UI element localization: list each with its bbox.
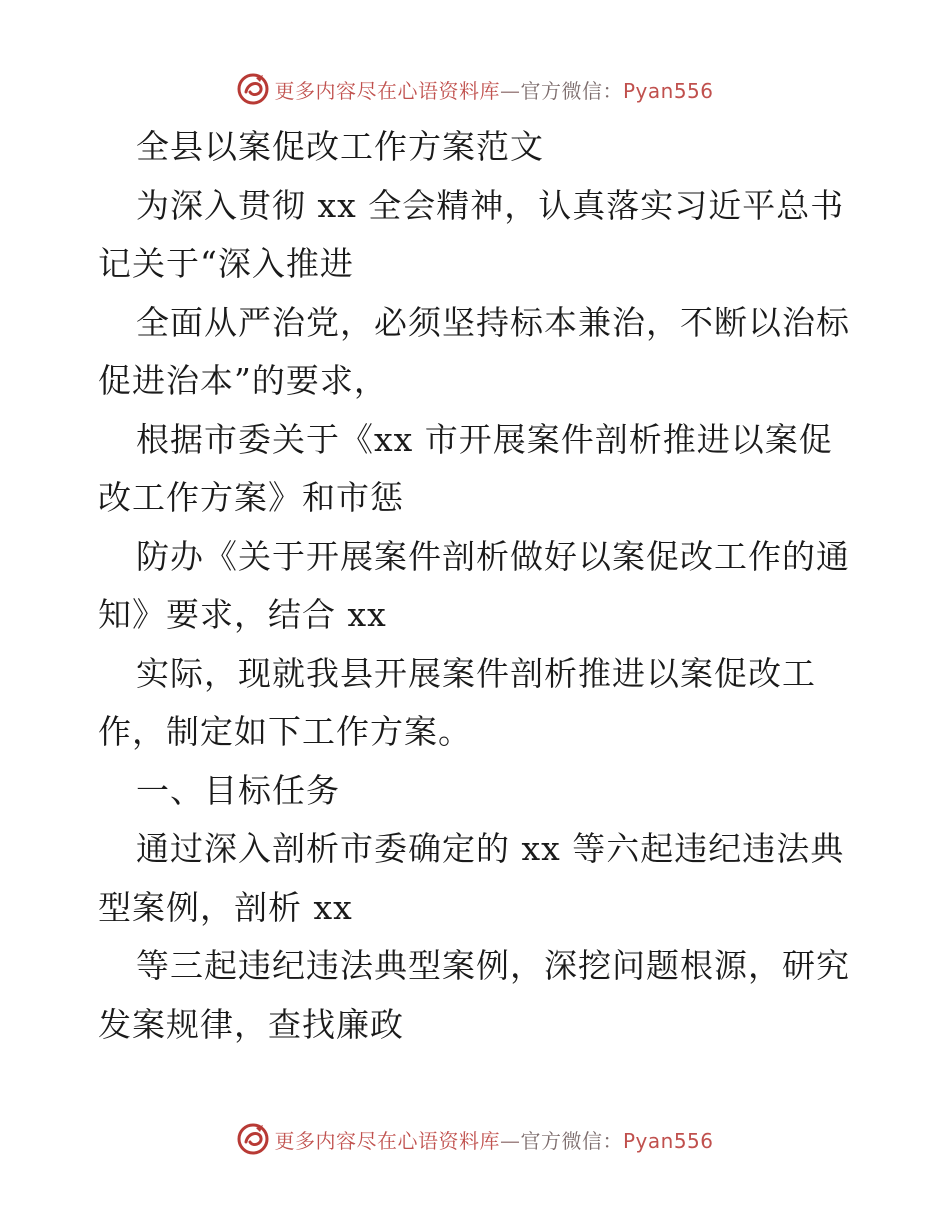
section-heading: 一、目标任务 (136, 770, 340, 810)
header-watermark (0, 72, 950, 106)
paragraph-line: 通过深入剖析市委确定的 xx 等六起违纪违法典 (136, 829, 845, 868)
paragraph-line: 等三起违纪违法典型案例，深挖问题根源，研究 (136, 946, 850, 985)
paragraph-line: 改工作方案》和市惩 (98, 478, 404, 517)
watermark-text (274, 75, 713, 104)
paragraph-line: 防办《关于开展案件剖析做好以案促改工作的通 (136, 536, 850, 576)
watermark-separator: — (499, 78, 521, 103)
paragraph-line: 作，制定如下工作方案。 (98, 712, 472, 751)
watermark-subtitle: 官方微信： (520, 1128, 623, 1153)
paragraph-line: 根据市委关于《xx 市开展案件剖析推进以案促 (136, 419, 833, 459)
paragraph-line: 记关于“深入推进 (98, 244, 354, 283)
paragraph-line: 实际，现就我县开展案件剖析推进以案促改工 (136, 653, 816, 693)
paragraph-line: 为深入贯彻 xx 全会精神，认真落实习近平总书 (136, 185, 845, 225)
footer-watermark (0, 1122, 950, 1156)
paragraph-line: 知》要求，结合 xx (98, 595, 387, 634)
document-body (98, 118, 858, 1054)
watermark-wechat-id: Pyan556 (622, 78, 714, 103)
watermark-separator: — (499, 1128, 521, 1153)
paragraph-line: 型案例，剖析 xx (98, 887, 353, 927)
paragraph-line: 全面从严治党，必须坚持标本兼治，不断以治标 (136, 302, 850, 342)
paragraph-line: 促进治本”的要求， (98, 361, 388, 400)
paragraph-line: 发案规律，查找廉政 (98, 1004, 404, 1044)
watermark-wechat-id: Pyan556 (622, 1128, 714, 1153)
watermark-main: 更多内容尽在心语资料库 (274, 78, 500, 103)
red-swirl-logo-icon (236, 1122, 270, 1156)
watermark-text (274, 1125, 713, 1154)
document-title: 全县以案促改工作方案范文 (136, 127, 544, 166)
red-swirl-logo-icon (236, 72, 270, 106)
watermark-main: 更多内容尽在心语资料库 (274, 1128, 500, 1153)
watermark-subtitle: 官方微信： (520, 78, 623, 103)
